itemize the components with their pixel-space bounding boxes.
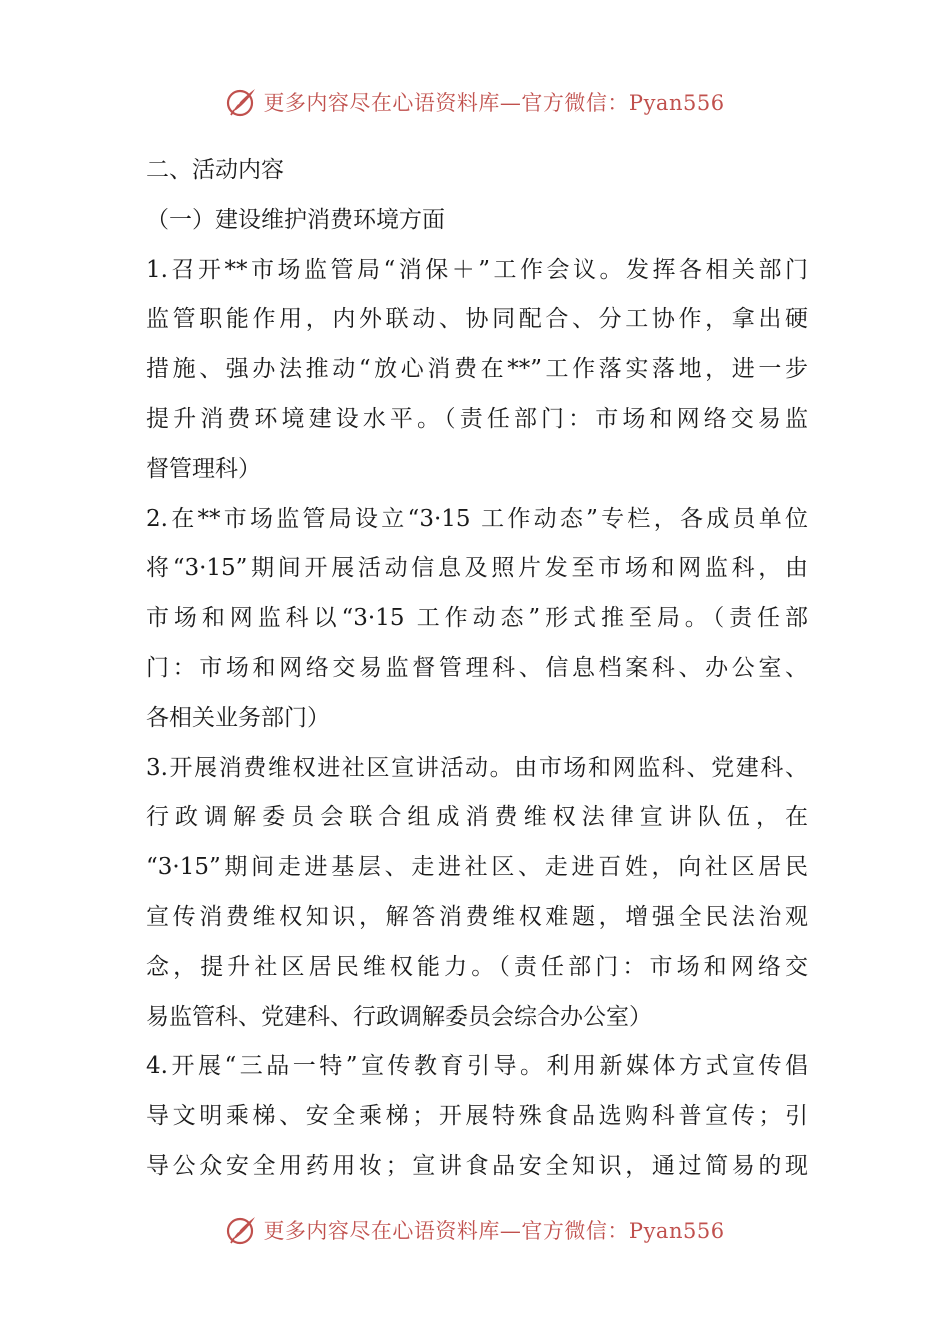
text-line: 宣传消费维权知识，解答消费维权难题，增强全民法治观 — [146, 903, 808, 930]
text-line: 市场和网监科以“3·15 工作动态”形式推至局。（责任部 — [146, 605, 808, 632]
watermark-text: 更多内容尽在心语资料库—官方微信：Pyan556 — [263, 91, 725, 115]
document-body — [146, 146, 808, 1192]
quill-logo-icon — [225, 1213, 259, 1247]
text-line: 措施、强办法推动“放心消费在**”工作落实落地，进一步 — [146, 356, 808, 383]
text-line: 行政调解委员会联合组成消费维权法律宣讲队伍，在 — [146, 804, 808, 831]
watermark-text: 更多内容尽在心语资料库—官方微信：Pyan556 — [263, 1219, 725, 1243]
text-line: 2.在**市场监管局设立“3·15 工作动态”专栏，各成员单位 — [146, 505, 808, 532]
text-line: 导文明乘梯、安全乘梯；开展特殊食品选购科普宣传；引 — [146, 1103, 808, 1130]
text-line: 各相关业务部门） — [146, 704, 330, 731]
text-line: 监管职能作用，内外联动、协同配合、分工协作，拿出硬 — [146, 306, 808, 333]
text-line: 门：市场和网络交易监督管理科、信息档案科、办公室、 — [146, 654, 808, 681]
watermark-banner-top — [0, 82, 950, 122]
text-line: 1.召开**市场监管局“消保＋”工作会议。发挥各相关部门 — [146, 256, 808, 283]
text-line: 将“3·15”期间开展活动信息及照片发至市场和网监科，由 — [146, 555, 808, 582]
text-line: 导公众安全用药用妆；宣讲食品安全知识，通过简易的现 — [146, 1152, 808, 1179]
quill-logo-icon — [225, 85, 259, 119]
watermark-banner-bottom — [0, 1210, 950, 1250]
text-line: 二、活动内容 — [146, 157, 284, 183]
text-line: 3.开展消费维权进社区宣讲活动。由市场和网监科、党建科、 — [146, 754, 808, 781]
text-line: 督管理科） — [146, 455, 261, 482]
text-line: 提升消费环境建设水平。（责任部门：市场和网络交易监 — [146, 405, 808, 432]
text-line: 4.开展“三品一特”宣传教育引导。利用新媒体方式宣传倡 — [146, 1053, 808, 1080]
text-line: （一）建设维护消费环境方面 — [146, 206, 445, 233]
text-line: 易监管科、党建科、行政调解委员会综合办公室） — [146, 1003, 652, 1030]
text-line: 念，提升社区居民维权能力。（责任部门：市场和网络交 — [146, 953, 808, 980]
text-line: “3·15”期间走进基层、走进社区、走进百姓，向社区居民 — [146, 854, 808, 881]
